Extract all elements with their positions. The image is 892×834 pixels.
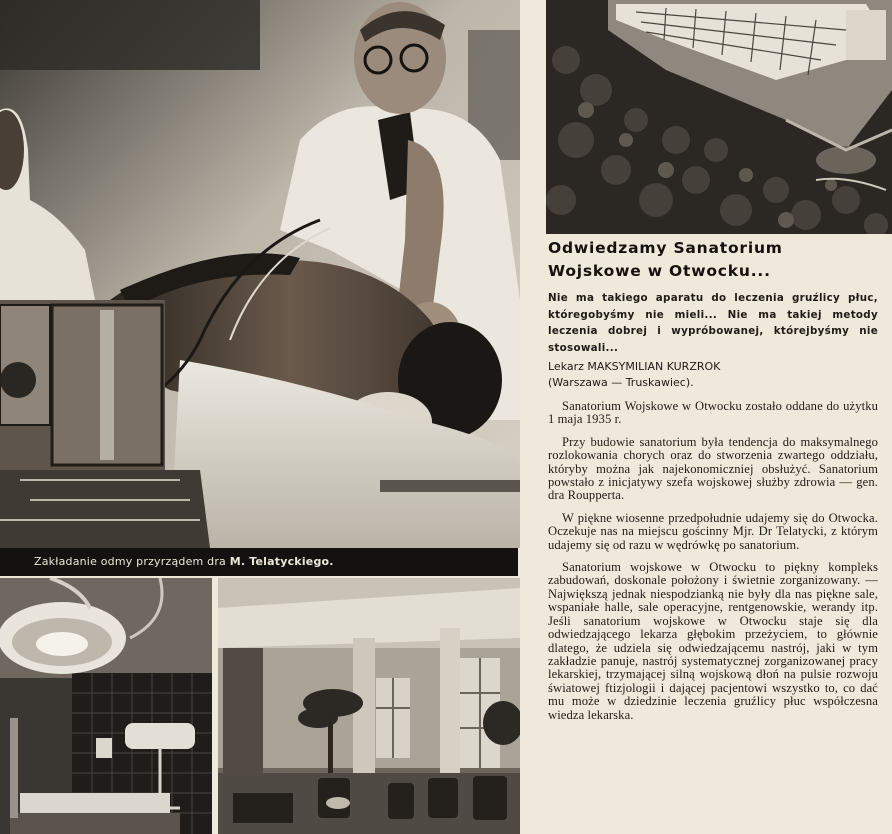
headline-line-2: Wojskowe w Otwocku... xyxy=(548,262,771,280)
photo-sanatorium-hall xyxy=(218,578,520,834)
article-column xyxy=(548,234,878,731)
body-paragraph: Przy budowie sanatorium była tendencja do maksymalnego rozlokowania chorych oraz do stworzenia zwartego oddziału, któryby można jak najekonomiczniej obsłużyć. Sanatorium powstało z inicjatywy szefa wojskowej służby zdrowia — gen. dra Roupperta. xyxy=(548,434,878,503)
body-paragraph: W piękne wiosenne przedpołudnie udajemy się do Otwocka. Oczekuje nas na miejscu gościnny Mjr. Dr Telatycki, z którym udajemy się od razu w wędrówkę po sanatorium. xyxy=(548,510,878,552)
photo-pneumothorax-procedure xyxy=(0,0,520,548)
article-body xyxy=(548,400,878,722)
article-headline xyxy=(548,234,878,283)
body-paragraph: Sanatorium wojskowe w Otwocku to piękny kompleks zabudowań, doskonale położony i świetnie zorganizowany. — Największą jednak niespodzianką nie były dla nas piękne sale, wspaniałe halle, sale operacyjne, rentgenowskie, werandy itp. Jeśli sanatorium wojskowe w Otwocku staje się dla odwiedzającego lekarza głębokim przeżyciem, to głównie dlatego, że udziela się odwiedzającemu nastrój, jaki w tym zakładzie panuje, nastrój systematycznej zorganizowanej pracy lekarskiej, trzymającej silną wojskową dłoń na pulsie rozwoju światowej ftizjologii i dającej pacjentowi wszystko to, co dać mu może w dziedzinie leczenia gruźlicy płuc współczesna wiedza lekarska. xyxy=(548,560,878,722)
caption-text: Zakładanie odmy przyrządem dra xyxy=(34,555,226,568)
photo-aerial-sanatorium xyxy=(546,0,892,234)
article-author xyxy=(548,359,878,390)
article-lead: Nie ma takiego aparatu do leczenia gruźlicy płuc, któregobyśmy nie mieli... Nie ma takiej metody leczenia dobrej i wypróbowanej, którejbyśmy nie stosowali... xyxy=(548,292,878,354)
author-location: (Warszawa — Truskawiec). xyxy=(548,375,694,389)
body-paragraph: Sanatorium Wojskowe w Otwocku zostało oddane do użytku 1 maja 1935 r. xyxy=(548,399,878,427)
exam-photo-caption xyxy=(0,548,518,576)
headline-line-1: Odwiedzamy Sanatorium xyxy=(548,239,783,257)
caption-name: M. Telatyckiego. xyxy=(229,555,334,568)
photo-operating-room xyxy=(0,578,212,834)
author-name: Lekarz MAKSYMILIAN KURZROK xyxy=(548,360,721,373)
